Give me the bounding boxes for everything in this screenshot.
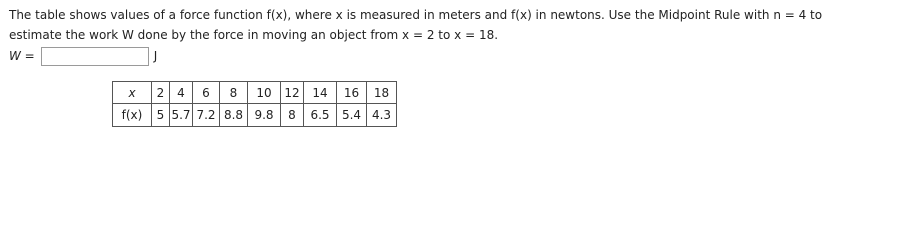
x-value: 18 [367,82,397,104]
fx-value: 8.8 [220,104,248,127]
fx-value: 6.5 [304,104,337,127]
x-value: 6 [193,82,220,104]
fx-value: 4.3 [367,104,397,127]
fx-value: 5.4 [337,104,367,127]
x-value: 16 [337,82,367,104]
x-value: 2 [152,82,170,104]
answer-row [9,46,157,66]
fx-value: 8 [281,104,304,127]
question-text [9,5,914,45]
fx-value: 7.2 [193,104,220,127]
x-value: 12 [281,82,304,104]
fx-value: 5.7 [170,104,193,127]
work-answer-input[interactable] [41,47,149,66]
x-value: 4 [170,82,193,104]
table-row-fx [113,104,397,127]
question-line-1: The table shows values of a force function f(x), where x is measured in meters and f(x) in newtons. Use the Midpoint Rule with n = 4 to [9,8,823,22]
question-line-2: estimate the work W done by the force in moving an object from x = 2 to x = 18. [9,28,499,42]
fx-value: 9.8 [248,104,281,127]
row-label-x: x [113,82,152,104]
x-value: 10 [248,82,281,104]
answer-label: W = [9,49,35,63]
x-value: 8 [220,82,248,104]
table-row-x [113,82,397,104]
x-value: 14 [304,82,337,104]
fx-value: 5 [152,104,170,127]
answer-unit: J [153,49,158,63]
force-values-table [112,81,397,127]
row-label-fx: f(x) [113,104,152,127]
